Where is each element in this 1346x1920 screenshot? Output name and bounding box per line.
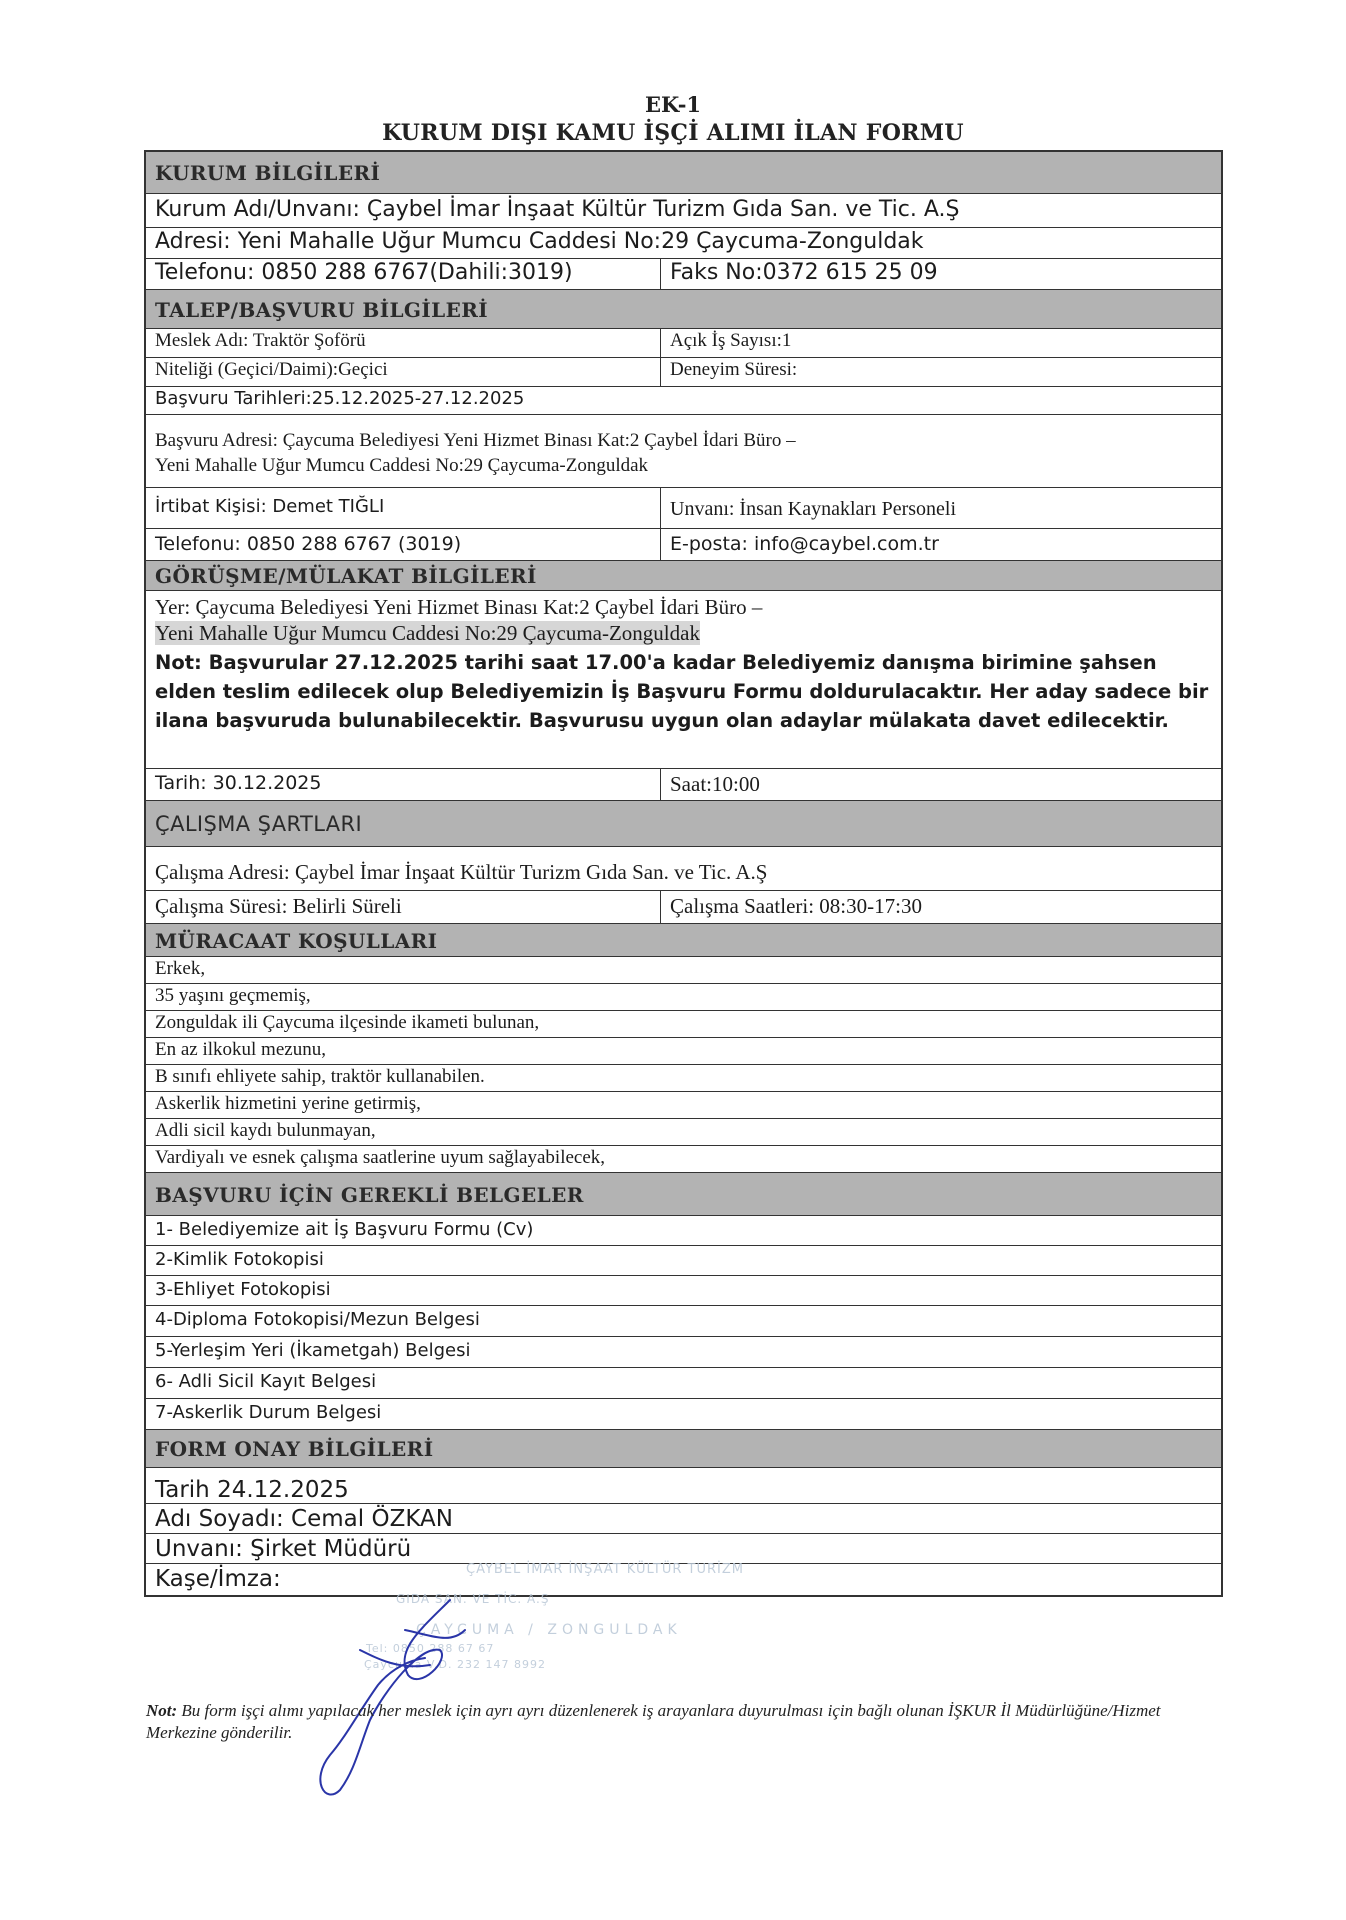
basvuru-adresi-line-2: Yeni Mahalle Uğur Mumcu Caddesi No:29 Çaycuma-Zonguldak	[155, 455, 649, 476]
mulakat-tarihi: Tarih: 30.12.2025	[146, 769, 661, 800]
section-title: FORM ONAY BİLGİLERİ	[155, 1437, 434, 1461]
belge-item	[146, 1399, 1221, 1430]
deneyim-suresi: Deneyim Süresi:	[670, 359, 798, 380]
gorusme-note: Not: Başvurular 27.12.2025 tarihi saat 17.00'a kadar Belediyemiz danışma birimine şahsen elden teslim edilecek olup Belediyemizin İş Başvuru Formu doldurulacaktır. Her aday sadece bir ilana başvuruda bulunabilecektir. Başvurusu uygun olan adaylar mülakata davet edilecektir.	[155, 651, 1209, 732]
muracaat-item-text: Adli sicil kaydı bulunmayan,	[155, 1120, 376, 1141]
muracaat-item	[146, 1146, 1221, 1173]
mulakat-saati: Saat:10:00	[670, 772, 760, 796]
muracaat-item	[146, 1065, 1221, 1092]
belge-item-text: 6- Adli Sicil Kayıt Belgesi	[155, 1371, 377, 1392]
section-header-belgeler	[146, 1173, 1221, 1216]
calisma-adresi: Çalışma Adresi: Çaybel İmar İnşaat Kültür Turizm Gıda San. ve Tic. A.Ş	[155, 860, 768, 884]
document-title: KURUM DIŞI KAMU İŞÇİ ALIMI İLAN FORMU	[382, 120, 964, 146]
irtibat-kisisi: İrtibat Kişisi: Demet TIĞLI	[146, 488, 661, 528]
muracaat-item-text: 35 yaşını geçmemiş,	[155, 985, 311, 1006]
kurum-phone: Telefonu: 0850 288 6767(Dahili:3019)	[146, 259, 661, 289]
section-header-calisma	[146, 801, 1221, 847]
kurum-address: Adresi: Yeni Mahalle Uğur Mumcu Caddesi No:29 Çaycuma-Zonguldak	[155, 229, 924, 254]
stamp-line-4: Tel: 0850 288 67 67	[366, 1642, 495, 1655]
acik-is-sayisi: Açık İş Sayısı:1	[670, 330, 792, 351]
section-title: TALEP/BAŞVURU BİLGİLERİ	[155, 297, 489, 322]
onay-adi-soyadi: Adı Soyadı: Cemal ÖZKAN	[155, 1506, 453, 1532]
footnote-prefix: Not:	[146, 1701, 178, 1720]
muracaat-item	[146, 1038, 1221, 1065]
kurum-contact-row	[146, 259, 1221, 290]
basvuru-adresi	[146, 415, 1221, 487]
announcement-form	[144, 150, 1223, 1597]
footnote-text: Bu form işçi alımı yapılacak her meslek için ayrı ayrı düzenlenerek iş arayanlara duyurulması için bağlı olunan İŞKUR İl Müdürlüğüne/Hizmet Merkezine gönderilir.	[146, 1701, 1161, 1742]
section-header-kurum	[146, 152, 1221, 194]
muracaat-item	[146, 984, 1221, 1011]
kurum-name-row	[146, 194, 1221, 228]
kurum-fax: Faks No:0372 615 25 09	[670, 260, 938, 285]
stamp-line-3: ÇAYCUMA / ZONGULDAK	[416, 1622, 682, 1638]
calisma-adres-row	[146, 847, 1221, 891]
kurum-address-row	[146, 228, 1221, 259]
onay-adi-row	[146, 1504, 1221, 1534]
onay-unvan: Unvanı: Şirket Müdürü	[155, 1536, 412, 1562]
belge-item	[146, 1368, 1221, 1399]
stamp-line-2: GIDA SAN. VE TİC. A.Ş	[396, 1592, 550, 1606]
section-title: KURUM BİLGİLERİ	[155, 161, 381, 185]
muracaat-item-text: Zonguldak ili Çaycuma ilçesinde ikameti bulunan,	[155, 1012, 540, 1033]
muracaat-item	[146, 1092, 1221, 1119]
belge-item-text: 3-Ehliyet Fotokopisi	[155, 1279, 331, 1300]
gorusme-datetime-row	[146, 769, 1221, 801]
section-header-gorusme	[146, 561, 1221, 591]
irtibat-eposta: E-posta: info@caybel.com.tr	[670, 533, 939, 555]
meslek-adi: Meslek Adı: Traktör Şoförü	[146, 329, 661, 357]
belge-item-text: 2-Kimlik Fotokopisi	[155, 1249, 324, 1270]
calisma-suresi: Çalışma Süresi: Belirli Süreli	[146, 891, 661, 923]
belge-item	[146, 1276, 1221, 1306]
basvuru-tarihleri: Başvuru Tarihleri:25.12.2025-27.12.2025	[155, 388, 525, 409]
calisma-saatleri: Çalışma Saatleri: 08:30-17:30	[670, 894, 922, 918]
section-title: GÖRÜŞME/MÜLAKAT BİLGİLERİ	[155, 564, 537, 588]
section-title: BAŞVURU İÇİN GEREKLİ BELGELER	[155, 1182, 584, 1207]
belge-item	[146, 1306, 1221, 1337]
muracaat-item-text: Erkek,	[155, 958, 206, 979]
onay-tarih-row	[146, 1468, 1221, 1504]
stamp-line-1: ÇAYBEL İMAR İNŞAAT KÜLTÜR TURİZM	[466, 1562, 744, 1577]
niteligi: Niteliği (Geçici/Daimi):Geçici	[146, 358, 661, 386]
belge-item	[146, 1246, 1221, 1276]
muracaat-item-text: Askerlik hizmetini yerine getirmiş,	[155, 1093, 421, 1114]
section-header-muracaat	[146, 924, 1221, 957]
talep-row-1	[146, 329, 1221, 358]
talep-row-3	[146, 387, 1221, 415]
gorusme-yer-line-1: Yer: Çaycuma Belediyesi Yeni Hizmet Binası Kat:2 Çaybel İdari Büro –	[155, 595, 763, 619]
gorusme-details	[146, 591, 1221, 768]
irtibat-telefon: Telefonu: 0850 288 6767 (3019)	[146, 529, 661, 560]
belge-item	[146, 1337, 1221, 1368]
muracaat-item-text: Vardiyalı ve esnek çalışma saatlerine uyum sağlayabilecek,	[155, 1147, 606, 1168]
onay-tarih: Tarih 24.12.2025	[155, 1477, 349, 1503]
basvuru-adresi-line-1: Başvuru Adresi: Çaycuma Belediyesi Yeni Hizmet Binası Kat:2 Çaybel İdari Büro –	[155, 430, 796, 451]
irtibat-unvani: Unvanı: İnsan Kaynakları Personeli	[670, 498, 957, 520]
section-title: MÜRACAAT KOŞULLARI	[155, 928, 438, 953]
talep-contact-row	[146, 488, 1221, 529]
stamp-line-5: Çaycuma V.D. 232 147 8992	[364, 1658, 546, 1671]
muracaat-item	[146, 957, 1221, 984]
gorusme-details-row	[146, 591, 1221, 769]
section-header-talep	[146, 290, 1221, 329]
onay-kase-row	[146, 1564, 1221, 1595]
muracaat-item-text: B sınıfı ehliyete sahip, traktör kullanabilen.	[155, 1066, 485, 1087]
belge-item-text: 4-Diploma Fotokopisi/Mezun Belgesi	[155, 1309, 480, 1330]
onay-kase-imza: Kaşe/İmza:	[155, 1566, 281, 1592]
onay-unvan-row	[146, 1534, 1221, 1564]
muracaat-item	[146, 1119, 1221, 1146]
belge-item-text: 7-Askerlik Durum Belgesi	[155, 1402, 382, 1423]
belge-item-text: 1- Belediyemize ait İş Başvuru Formu (Cv)	[155, 1219, 534, 1240]
gorusme-yer-line-2: Yeni Mahalle Uğur Mumcu Caddesi No:29 Çaycuma-Zonguldak	[155, 621, 700, 645]
belge-item	[146, 1216, 1221, 1246]
talep-address-row	[146, 415, 1221, 488]
section-header-onay	[146, 1430, 1221, 1468]
section-title: ÇALIŞMA ŞARTLARI	[155, 812, 363, 836]
talep-phone-row	[146, 529, 1221, 561]
muracaat-item	[146, 1011, 1221, 1038]
belge-item-text: 5-Yerleşim Yeri (İkametgah) Belgesi	[155, 1340, 471, 1361]
footnote	[146, 1700, 1216, 1744]
document-code: EK-1	[644, 92, 702, 117]
muracaat-item-text: En az ilkokul mezunu,	[155, 1039, 326, 1060]
calisma-sure-row	[146, 891, 1221, 924]
kurum-name: Kurum Adı/Unvanı: Çaybel İmar İnşaat Kültür Turizm Gıda San. ve Tic. A.Ş	[155, 197, 960, 222]
talep-row-2	[146, 358, 1221, 387]
